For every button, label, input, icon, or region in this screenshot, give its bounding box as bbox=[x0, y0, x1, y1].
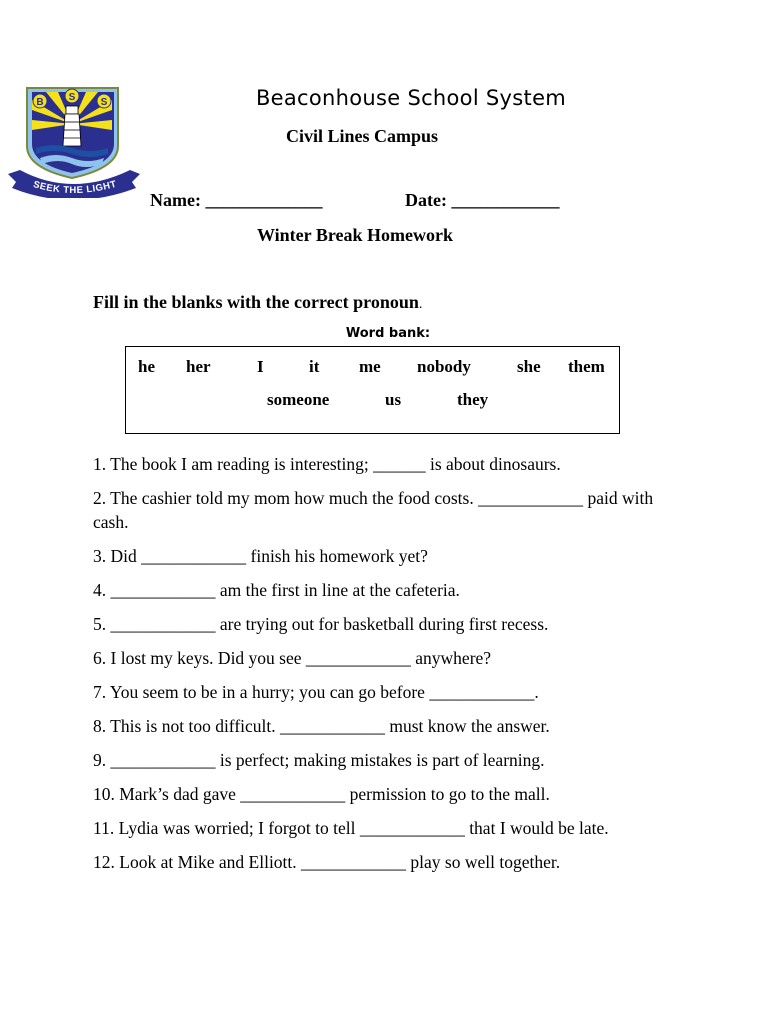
homework-title: Winter Break Homework bbox=[257, 225, 453, 245]
school-name: Beaconhouse School System bbox=[255, 86, 567, 110]
question-item: 6. I lost my keys. Did you see ____________ anywhere? bbox=[93, 648, 492, 668]
question-item: 5. ____________ are trying out for basketball during first recess. bbox=[93, 614, 549, 634]
word-bank-word: she bbox=[517, 357, 541, 376]
word-bank-word: her bbox=[186, 357, 211, 376]
word-bank-word: they bbox=[457, 390, 489, 409]
question-item: 4. ____________ am the first in line at the cafeteria. bbox=[93, 580, 460, 600]
motto-text: SEEK THE LIGHT bbox=[31, 178, 118, 197]
instruction-body: Fill in the blanks with the correct pronoun bbox=[93, 292, 419, 312]
question-item: 7. You seem to be in a hurry; you can go before ____________. bbox=[93, 682, 539, 702]
question-item: 10. Mark’s dad gave ____________ permission to go to the mall. bbox=[93, 784, 550, 804]
word-bank-word: someone bbox=[267, 390, 330, 409]
question-list bbox=[93, 452, 683, 884]
word-bank-word: them bbox=[568, 357, 605, 376]
word-bank-word: us bbox=[385, 390, 402, 409]
question-item: 8. This is not too difficult. ____________ must know the answer. bbox=[93, 716, 550, 736]
crest-initial-b: B bbox=[36, 97, 44, 108]
question-item: 11. Lydia was worried; I forgot to tell ____________ that I would be late. bbox=[93, 818, 609, 838]
instruction-period: . bbox=[418, 297, 423, 312]
date-field-label: Date: ____________ bbox=[405, 190, 560, 210]
campus-name: Civil Lines Campus bbox=[286, 126, 439, 146]
word-bank-box bbox=[125, 346, 620, 434]
instruction-text bbox=[93, 292, 422, 313]
question-item: 1. The book I am reading is interesting; ______ is about dinosaurs. bbox=[93, 454, 561, 474]
name-field-label: Name: _____________ bbox=[150, 190, 323, 210]
word-bank-word: he bbox=[138, 357, 155, 376]
question-item: 12. Look at Mike and Elliott. ____________ play so well together. bbox=[93, 852, 561, 872]
word-bank-word: I bbox=[257, 357, 264, 376]
word-bank-word: me bbox=[359, 357, 381, 376]
crest-initial-s2: S bbox=[100, 97, 108, 108]
question-item: 3. Did ____________ finish his homework yet? bbox=[93, 546, 428, 566]
question-item: 9. ____________ is perfect; making mistakes is part of learning. bbox=[93, 750, 545, 770]
word-bank-label: Word bank: bbox=[345, 326, 431, 341]
question-item: 2. The cashier told my mom how much the food costs. ____________ paid with cash. bbox=[93, 488, 654, 532]
word-bank-word: it bbox=[309, 357, 320, 376]
crest-initial-s1: S bbox=[68, 92, 76, 103]
word-bank-word: nobody bbox=[417, 357, 471, 376]
